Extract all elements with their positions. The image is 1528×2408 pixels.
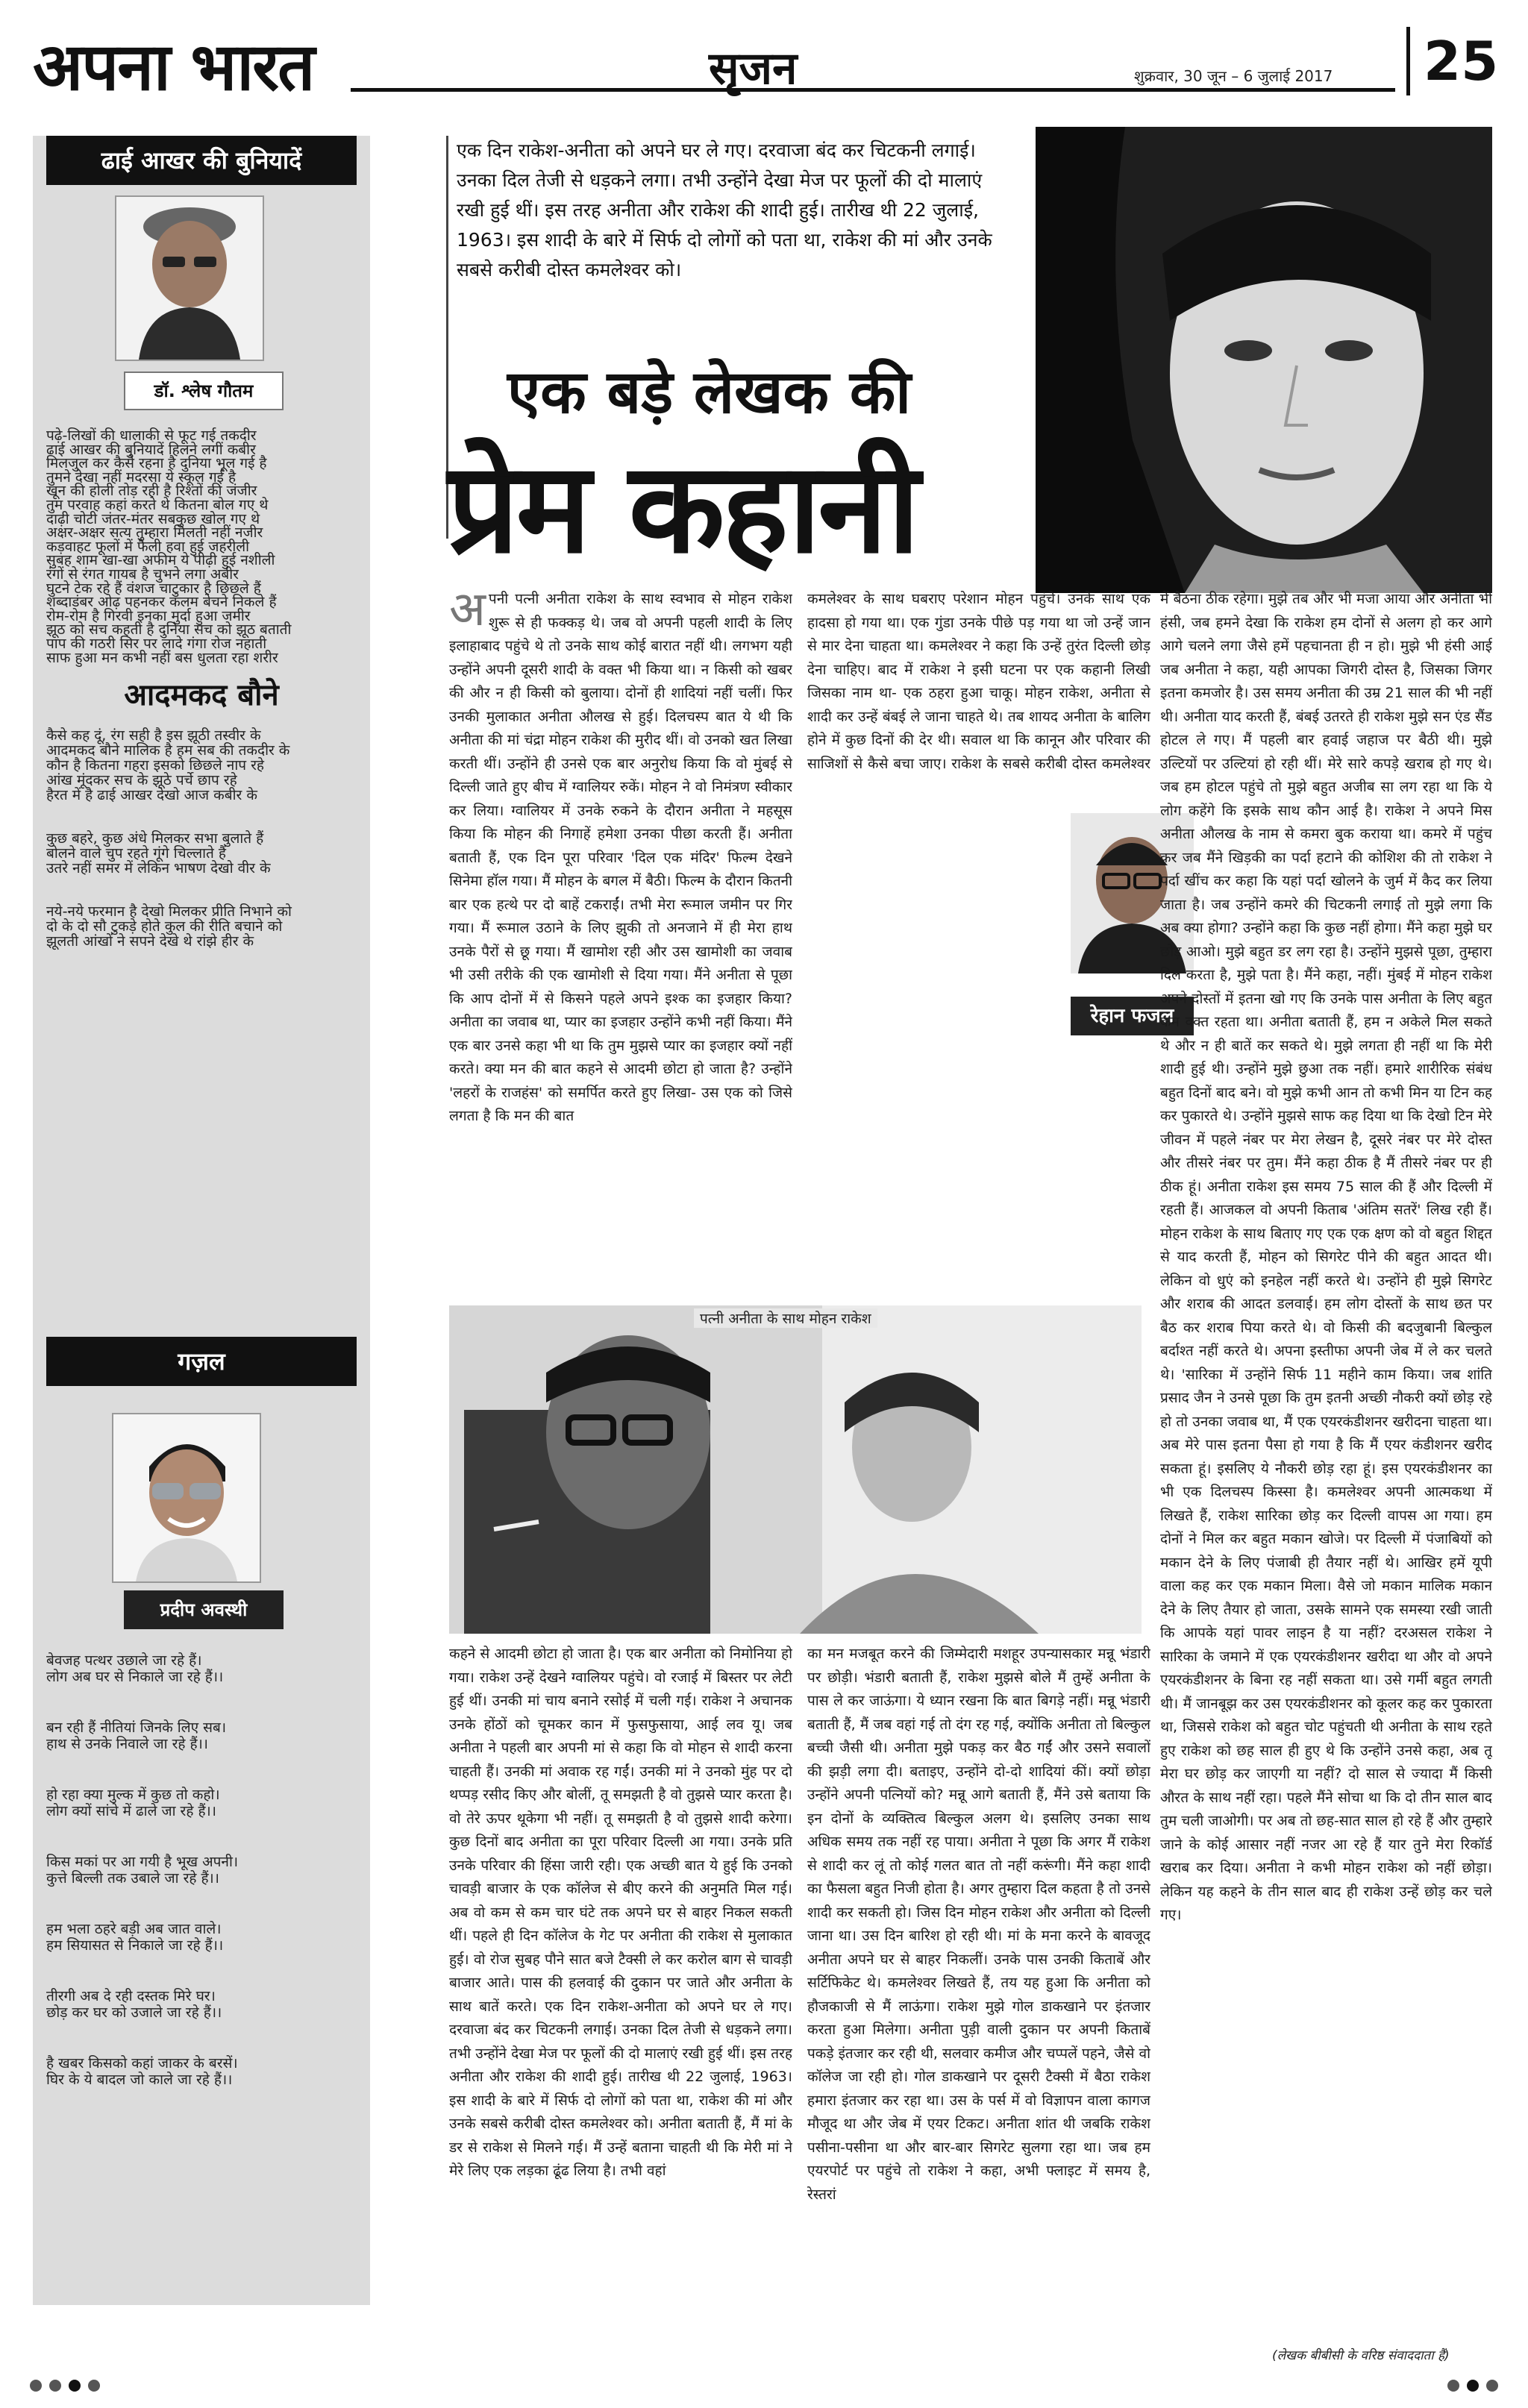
column-1-text: पनी पत्नी अनीता राकेश के साथ स्वभाव से मोहन राकेश शुरू से ही फक्कड़ थे। जब वो अपनी पहली शादी के लिए इलाहाबाद पहुंचे थे तो उनके साथ कोई बारात नहीं थी। लगभग यही उन्होंने अपनी दूसरी शादी के वक्त भी किया था। न किसी को खबर की और न ही किसी को बुलाया। दोनों ही शादियां नहीं चलीं। फिर उनकी मुलाकात अनीता औलख से हुई। दिलचस्प बात ये थी कि अनीता की मां चंद्रा मोहन राकेश की मुरीद थीं। वो उनको खत लिखा करती थीं। उन्होंने ही उनसे एक बार अनुरोध किया कि वो मुंबई से दिल्ली जाते हुए बीच में ग्वालियर रुकें। मोहन ने वो निमंत्रण स्वीकार कर लिया। ग्वालियर में उनके रुकने के दौरान अनीता ने महसूस किया कि मोहन की निगाहें हमेशा उनका पीछा करती हैं। अनीता बताती हैं, एक दिन पूरा परिवार 'दिल एक मंदिर' फिल्म देखने सिनेमा हॉल गया। मैं मोहन के बगल में बैठी। फिल्म के दौरान कितनी बार एक हत्थे पर दो बाहें टकराईं। तभी मेरा रूमाल जमीन पर गिर गया। मैं रूमाल उठाने के लिए झुकी तो अनजाने में ही मेरा हाथ उनके पैरों से छू गया। मैं खामोश रही और उस खामोशी का जवाब भी उसी तरीके की एक खामोशी से दिया गया। मैंने अनीता से पूछा कि आप दोनों में से किसने पहले अपने इश्क का इजहार किया? अनीता का जवाब था, प्यार का इजहार उन्होंने कभी नहीं किया। मैंने एक बार उनसे कहा भी था कि तुम मुझसे प्यार का इजहार क्यों नहीं करते। क्या मन की बात कहने से आदमी छोटा हो जाता है? उन्होंने 'लहरों के राजहंस' को समर्पित करते हुए लिखा- उस एक को जिसे लगता है कि मन की बात (449, 591, 792, 1124)
article-column-2-top-b (807, 776, 1057, 1052)
poem-2-title: आदमकद बौने (124, 678, 279, 712)
anita-portrait-photo (1036, 127, 1492, 593)
article-column-1-top (449, 588, 792, 1300)
poem-line: कौन है कितना गहरा इसको छिछले नाप रहे (46, 757, 264, 774)
poem-line: हैरत में है ढाई आखर देखो आज कबीर के (46, 787, 257, 803)
poem-line: बेवजह पत्थर उछाले जा रहे हैं। (46, 1652, 202, 1669)
poem-line: बोलने वाले चुप रहते गूंगे चिल्लाते हैं (46, 845, 227, 862)
poem-line: लोग क्यों सांचे में ढाले जा रहे हैं।। (46, 1803, 216, 1819)
poem-line: कुछ बहरे, कुछ अंधे मिलकर सभा बुलाते हैं (46, 830, 264, 847)
article-column-3 (1160, 588, 1492, 2326)
footer-dot (69, 2380, 81, 2392)
sidebar-poetry (33, 136, 370, 2305)
poem-line: किस मकां पर आ गयी है भूख अपनी। (46, 1854, 239, 1870)
section-name: सृजन (709, 43, 798, 95)
page-number: 25 (1424, 30, 1499, 93)
poem-line: हम सियासत से निकाले जा रहे हैं।। (46, 1937, 224, 1954)
column-2-bottom-text: का मन मजबूत करने की जिम्मेदारी मशहूर उपन्यासकार मन्नू भंडारी पर छोड़ी। भंडारी बताती हैं, राकेश मुझसे बोले मैं तुम्हें अनीता के पास ले कर जाऊंगा। ये ध्यान रखना कि बात बिगड़े नहीं। मन्नू भंडारी बताती हैं, मैं जब वहां गई तो दंग रह गई, क्योंकि अनीता तो बिल्कुल बच्ची जैसी थी। अनीता मुझे पकड़ कर बैठ गईं और उसने सवालों की झड़ी लगा दी। बताइए, उन्होंने दो-दो शादियां कीं। क्यों छोड़ा उन्होंने अपनी पत्नियों को? मन्नू आगे बताती हैं, मैंने उसे बताया कि इन दोनों के व्यक्तित्व बिल्कुल अलग थे। इसलिए उनका साथ अधिक समय तक नहीं रह पाया। अनीता ने पूछा कि अगर मैं राकेश से शादी कर लूं तो कोई गलत बात तो नहीं करूंगी। मैंने कहा शादी का फैसला बहुत निजी होता है। अगर तुम्हारा दिल कहता है तो उनसे शादी कर सकती हो। जिस दिन मोहन राकेश और अनीता को दिल्ली जाना था। उस दिन बारिश हो रही थी। मां के मना करने के बावजूद अनीता अपने घर से बाहर निकलीं। उनके पास उनकी किताबें और सर्टिफिकेट थे। कमलेश्वर लिखते हैं, तय यह हुआ कि अनीता को हौजकाजी से मैं लाऊंगा। राकेश मुझे गोल डाकखाने पर इंतजार करता हुआ मिलेगा। अनीता पुड़ी वाली दुकान पर अपनी किताबें पकड़े इंतजार कर रही थी, सलवार कमीज और चप्पलें पहने, जैसे वो कॉलेज जा रही हो। गोल डाकखाने पर दूसरी टैक्सी में बैठा राकेश हमारा इंतजार कर रहा था। उस के पर्स में वो विज्ञापन वाला कागज मौजूद था और जेब में एयर टिकट। अनीता शांत थी जबकि राकेश पसीना-पसीना था और बार-बार सिगरेट सुलगा रहा था। जब हम एयरपोर्ट पर पहुंचे तो राकेश ने कहा, अभी फ्लाइट में समय है, रेस्तरां (807, 1646, 1150, 2203)
ghazal-section-title: गज़ल (46, 1337, 357, 1386)
poem-line: सुबह शाम खा-खा अफीम ये पीढ़ी हुई नशीली (46, 552, 275, 569)
author-name-pradeep: प्रदीप अवस्थी (124, 1590, 284, 1629)
poem-line: शब्दाडंबर ओढ़ पहनकर कलम बेचने निकले हैं (46, 594, 277, 611)
footer-dot (30, 2380, 42, 2392)
poem-line: दाढ़ी चोटी जंतर-मंतर सबकुछ खोल गए थे (46, 510, 260, 527)
page-header (0, 0, 1528, 112)
poem-line: बन रही हैं नीतियां जिनके लिए सब। (46, 1719, 227, 1736)
poem-line: खून की होली तोड़ रही है रिश्तों की जंजीर (46, 483, 257, 500)
poem-line: कैसे कह दूं, रंग सही है इस झूठी तस्वीर के (46, 727, 261, 744)
poem-line: आंख मूंदकर सच के झूठे पर्चे छाप रहे (46, 772, 237, 788)
poem-line: हाथ से उनके निवाले जा रहे हैं।। (46, 1736, 208, 1752)
poem-line: लोग अब घर से निकाले जा रहे हैं।। (46, 1669, 224, 1685)
masthead: अपना भारत (33, 28, 314, 105)
author-note: (लेखक बीबीसी के वरिष्ठ संवाददाता हैं) (1272, 2348, 1450, 2363)
poem-line: कड़वाहट फूलों में फैली हवा हुई जहरीली (46, 538, 250, 555)
poem-line: है खबर किसको कहां जाकर के बरसें। (46, 2055, 238, 2072)
issue-date: शुक्रवार, 30 जून – 6 जुलाई 2017 (1134, 67, 1333, 85)
poem-line: पढ़े-लिखों की धालाकी से फूट गई तकदीर (46, 427, 257, 444)
footer-ornament (0, 2365, 1528, 2408)
poem-line: झूठ को सच कहती है दुनिया सच को झूठ बताती (46, 621, 292, 639)
author-photo-shlesh (115, 195, 264, 361)
author-name-shlesh: डॉ. श्लेष गौतम (124, 371, 284, 410)
poem-line: घिर के ये बादल जो काले जा रहे हैं।। (46, 2072, 233, 2088)
footer-dot (1447, 2380, 1459, 2392)
poem-line: तुमने देखा नहीं मदरसा ये स्कूल गई है (46, 468, 237, 486)
poem-line: छोड़ कर घर को उजाले जा रहे हैं।। (46, 2004, 222, 2021)
columnist-name: रेहान फजल (1071, 997, 1194, 1035)
page-number-separator (1406, 27, 1410, 95)
poem-line: हो रहा क्या मुल्क में कुछ तो कहो। (46, 1787, 220, 1803)
poem-line: मिलजुल कर कैसे रहना है दुनिया भूल गई है (46, 455, 267, 472)
poem-line: साफ हुआ मन कभी नहीं बस धुलता रहा शरीर (46, 649, 278, 666)
poem-line: अक्षर-अक्षर सत्य तुम्हारा मिलती नहीं नजीर (46, 524, 263, 542)
poem-line: कुत्ते बिल्ली तक उबाले जा रहे हैं।। (46, 1870, 219, 1887)
article-column-2-top-a (807, 588, 1150, 774)
sidebar-column-title: ढाई आखर की बुनियादें (46, 136, 357, 185)
footer-dot (1486, 2380, 1498, 2392)
poem-line: नये-नये फरमान है देखो मिलकर प्रीति निभाने को (46, 903, 292, 920)
poem-line: रंगों से रंगत गायब है चुभने लगा अबीर (46, 566, 239, 583)
column-3-text: में बैठना ठीक रहेगा। मुझे तब और भी मजा आया और अनीता भी हंसी, जब हमने देखा कि राकेश हम दोनों से अलग हो कर आगे आगे चलने लगा जैसे हमें पहचानता ही न हो। मुझे भी हंसी आई जब अनीता ने कहा, यही आपका जिगरी दोस्त है, जिसका जिगर इतना कमजोर है। उस समय अनीता की उम्र 21 साल की भी नहीं थी। अनीता याद करती हैं, बंबई उतरते ही राकेश मुझे सन एंड सैंड होटल ले गए। मैं पहली बार हवाई जहाज पर बैठी थी। मुझे उल्टियों पर उल्टियां हो रही थीं। मेरे सारे कपड़े खराब हो गए थे। जब हम होटल पहुंचे तो मुझे बहुत अजीब सा लग रहा था कि ये लोग कहेंगे कि इसके साथ कौन आई है। राकेश ने अपने मिस अनीता औलख के नाम से कमरा बुक कराया था। कमरे में पहुंच कर जब मैंने खिड़की का पर्दा हटाने की कोशिश की तो राकेश ने पर्दा खींच कर कहा कि यहां पर्दा खोलने के जुर्म में कैद कर लिया जाता है। जब उन्होंने कमरे की चिटकनी लगाई तो मुझे लगा कि अब क्या होगा? उन्होंने कहा कि कुछ नहीं होगा। मैंने कहा मुझे घर छोड़ आओ। मुझे बहुत डर लग रहा है। उन्होंने मुझसे पूछा, तुम्हारा दिल करता है, मुझे पता है। मैंने कहा, नहीं। मुंबई में मोहन राकेश अपने दोस्तों में इतना खो गए कि उनके पास अनीता के लिए बहुत कम वक्त रहता था। अनीता बताती हैं, हम न अकेले मिल सकते थे और न ही बातें कर सकते थे। मुझे लगता ही नहीं था कि मेरी शादी हुई थी। उन्होंने मुझे छुआ तक नहीं। हमारे शारीरिक संबंध बहुत दिनों बाद बने। वो मुझे कभी आन तो कभी मिन या टिन कह कर पुकारते थे। उन्होंने मुझसे साफ कह दिया था कि देखो टिन मेरे जीवन में पहले नंबर पर मेरा लेखन है, दूसरे नंबर पर मेरे दोस्त और तीसरे नंबर पर तुम। मैंने कहा ठीक है मैं तीसरे नंबर पर ही ठीक हूं। अनीता राकेश इस समय 75 साल की हैं और दिल्ली में रहती हैं। आजकल वो अपनी किताब 'अंतिम सतरें' लिख रही हैं। मोहन राकेश के साथ बिताए गए एक एक क्षण को वो बहुत शिद्दत से याद करती हैं, मोहन को सिगरेट पीने की बहुत आदत थी। लेकिन वो धुएं को इनहेल नहीं करते थे। उन्होंने ही मुझे सिगरेट और शराब की आदत डलवाई। हम लोग दोस्तों के साथ छत पर बैठ कर शराब पिया करते थे। वो किसी की बदजुबानी बिल्कुल बर्दाश्त नहीं करते थे। अपना इस्तीफा अपनी जेब में ले कर चलते थे। 'सारिका में उन्होंने सिर्फ 11 महीने काम किया। जब शांति प्रसाद जैन ने उनसे पूछा कि तुम इतनी अच्छी नौकरी क्यों छोड़ रहे हो तो उनका जवाब था, मैं एक एयरकंडीशनर खरीदना चाहता था। अब मेरे पास इतना पैसा हो गया है कि मैं एयर कंडीशनर खरीद सकता हूं। इसलिए ये नौकरी छोड़ रहा हूं। इस एयरकंडीशनर का भी एक दिलचस्प किस्सा है। कमलेश्वर अपनी आत्मकथा में लिखते हैं, राकेश सारिका छोड़ कर दिल्ली वापस आ गया। हम दोनों ने मिल कर बहुत मकान खोजे। पर दिल्ली में पंजाबियों को मकान देने के लिए पंजाबी ही तैयार नहीं थे। आखिर हमें यूपी वाला कह कर एक मकान मिला। वैसे जो मकान मालिक मकान देने के लिए तैयार हो जाता, उसके सामने एक समस्या रखी जाती कि आपके यहां पावर लाइन है या नहीं? दरअसल राकेश ने सारिका के जमाने में एक एयरकंडीशनर खरीदा था और वो अपने एयरकंडीशनर के बिना रह नहीं सकता था। उसे गर्मी बहुत लगती थी। मैं जानबूझ कर उस एयरकंडीशनर को कूलर कह कर पुकारता था, जिससे राकेश को बहुत चोट पहुंचती थी अनीता के साथ रहते हुए राकेश को छह साल ही हुए थे कि उन्होंने उनसे कहा, अब तू मेरा घर छोड़ कर जाएगी या नहीं? दो साल से ज्यादा मैं किसी औरत के साथ नहीं रहा। पहले मैंने सोचा था कि दो तीन साल बाद तुम चली जाओगी। पर अब तो छह-सात साल हो रहे हैं और तुम्हारे जाने के कोई आसार नहीं नजर आ रहे हैं यार तुने मेरा रिकॉर्ड खराब कर दिया। अनीता ने कभी मोहन राकेश को नहीं छोड़ा। लेकिन यह कहने के तीन साल बाद ही राकेश उन्हें छोड़ कर चले गए। (1160, 591, 1492, 1923)
poem-line: रोम-रोम है गिरवी इनका मुर्दा हुआ जमीर (46, 607, 251, 624)
article-column-2-bottom (807, 1643, 1150, 2344)
poem-line: हम भला ठहरे बड़ी अब जात वाले। (46, 1921, 222, 1937)
headline-kicker: एक बड़े लेखक की (507, 357, 911, 427)
footer-dot (49, 2380, 61, 2392)
article-column-2-top-c (807, 1052, 1150, 1302)
dropcap: अ (449, 588, 486, 637)
header-rule (351, 88, 1395, 92)
column-2-text: कमलेश्वर के साथ घबराए परेशान मोहन पहुंचे। उनके साथ एक हादसा हो गया था। एक गुंडा उनके पीछे पड़ गया था जो उन्हें जान से मार देना चाहता था। कमलेश्वर ने कहा कि उन्हें तुरंत दिल्ली छोड़ देना चाहिए। बाद में राकेश ने इसी घटना पर एक कहानी लिखी जिसका नाम था- एक ठहरा हुआ चाकू। मोहन राकेश, अनीता से शादी कर उन्हें बंबई ले जाना चाहते थे। तब शायद अनीता के बालिग होने में कुछ दिनों की देर थी। सवाल था कि कानून और परिवार की साजिशों से कैसे बचा जाए। राकेश के सबसे करीबी दोस्त कमलेश्वर (807, 591, 1150, 772)
poem-line: घुटने टेक रहे हैं वंशज चाटुकार है छिछले हैं (46, 580, 261, 597)
article-column-1-bottom (449, 1643, 792, 2344)
poem-line: तुम परवाह कहां करते थे कितना बोल गए थे (46, 497, 269, 513)
couple-photo (449, 1305, 1142, 1634)
photo-caption: पत्नी अनीता के साथ मोहन राकेश (694, 1308, 877, 1328)
article-lede: एक दिन राकेश-अनीता को अपने घर ले गए। दरवाजा बंद कर चिटकनी लगाई। उनका दिल तेजी से धड़कने लगा। तभी उन्होंने देखा मेज पर फूलों की दो मालाएं रखी हुई थीं। इस तरह अनीता और राकेश की शादी हुई। तारीख थी 22 जुलाई, 1963। इस शादी के बारे में सिर्फ दो लोगों को पता था, राकेश की मां और उनके सबसे करीबी दोस्त कमलेश्वर को। (457, 139, 992, 280)
poem-line: तीरगी अब दे रही दस्तक मिरे घर। (46, 1988, 216, 2004)
headline-main: प्रेम कहानी (448, 435, 918, 581)
poem-line: ढाई आखर की बुनियादें हिलने लगीं कबीर (46, 441, 256, 458)
author-photo-pradeep (112, 1413, 261, 1583)
poem-line: झूलती आंखों ने सपने देखे थे रांझे हीर के (46, 933, 254, 950)
poem-line: उतरे नहीं समर में लेकिन भाषण देखो वीर के (46, 860, 271, 877)
poem-line: पाप की गठरी सिर पर लादे गंगा रोज नहाती (46, 636, 267, 652)
footer-dot (88, 2380, 100, 2392)
poem-line: आदमकद बौने मालिक है हम सब की तकदीर के (46, 742, 290, 759)
footer-dot (1467, 2380, 1479, 2392)
column-1-bottom-text: कहने से आदमी छोटा हो जाता है। एक बार अनीता को निमोनिया हो गया। राकेश उन्हें देखने ग्वालियर पहुंचे। वो रजाई में बिस्तर पर लेटी हुई थीं। उनकी मां चाय बनाने रसोई में चली गई। राकेश ने अचानक उनके होंठों को चूमकर कान में फुसफुसाया, आई लव यू। जब अनीता ने पहली बार अपनी मां से कहा कि वो मोहन से शादी करना चाहती हैं। उनकी मां अवाक रह गईं। उनकी मां ने उनको मुंह पर दो थप्पड़ रसीद किए और बोलीं, तू समझती है वो तुझसे प्यार करता है। वो तेरे ऊपर थूकेगा भी नहीं। तू समझती है वो तुझसे शादी करेगा। कुछ दिनों बाद अनीता का पूरा परिवार दिल्ली आ गया। उनके प्रति उनके परिवार की हिंसा जारी रही। एक अच्छी बात ये हुई कि उनको चावड़ी बाजार के एक कॉलेज से बीए करने की अनुमति मिल गई। अब वो कम से कम चार घंटे तक अपने घर से बाहर निकल सकती थीं। पहले ही दिन कॉलेज के गेट पर अनीता की राकेश से मुलाकात हुई। वो रोज सुबह पौने सात बजे टैक्सी ले कर करोल बाग से चावड़ी बाजार आते। पास की हलवाई की दुकान पर जाते और अनीता के साथ बातें करते। एक दिन राकेश-अनीता को अपने घर ले गए। दरवाजा बंद कर चिटकनी लगाई। उनका दिल तेजी से धड़कने लगा। तभी उन्होंने देखा मेज पर फूलों की दो मालाएं रखी हुई थीं। इस तरह अनीता और राकेश की शादी हुई। तारीख थी 22 जुलाई, 1963। इस शादी के बारे में सिर्फ दो लोगों को पता था, राकेश की मां और उनके सबसे करीबी दोस्त कमलेश्वर को। अनीता बताती हैं, मैं मां के डर से राकेश से मिलने गई। मैं उन्हें बताना चाहती थी कि मेरी मां ने मेरे लिए एक लड़का ढूंढ लिया है। तभी वहां (449, 1646, 792, 2179)
poem-line: दो के दो सौ टुकड़े होते कुल की रीति बचाने को (46, 918, 283, 935)
